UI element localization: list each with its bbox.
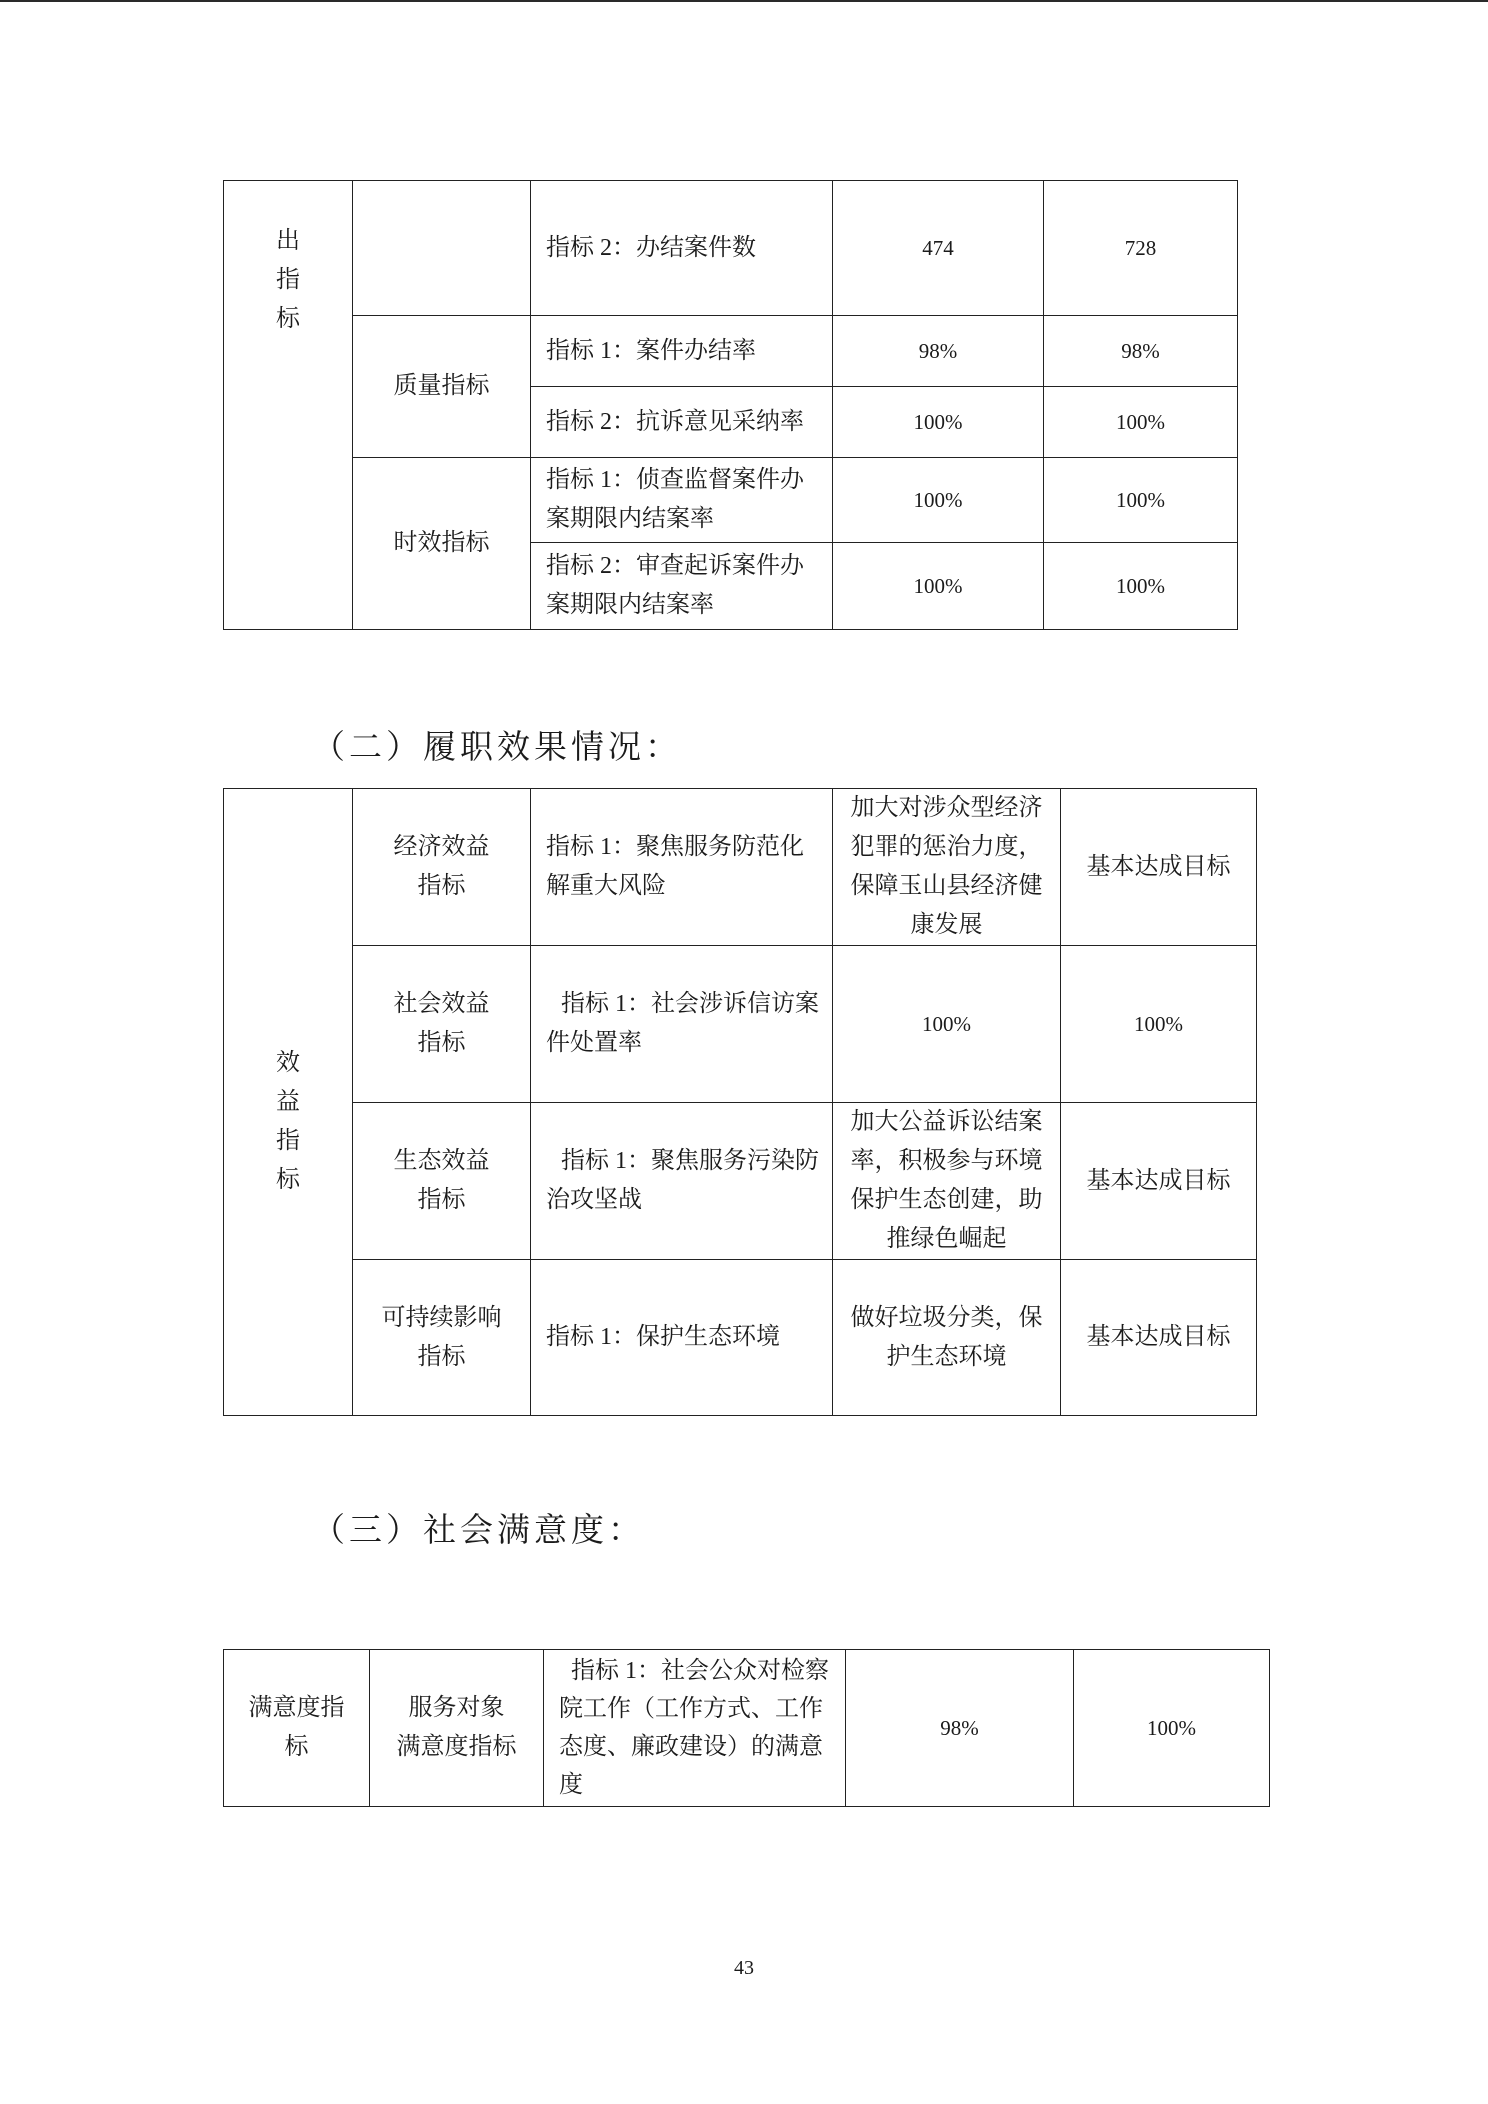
table-row (224, 316, 1238, 387)
category-cell (224, 789, 353, 1416)
actual-value: 100% (1044, 458, 1238, 543)
table-row (224, 458, 1238, 543)
page-number: 43 (734, 1957, 754, 1979)
table-row (224, 1650, 1270, 1807)
indicator-cell: 指标 1：聚焦服务污染防 治攻坚战 (531, 1103, 833, 1260)
actual-value: 100% (1074, 1650, 1270, 1807)
indicator-cell: 指标 1：侦查监督案件办 案期限内结案率 (531, 458, 833, 543)
subcategory-cell-timeliness: 时效指标 (353, 458, 531, 630)
indicator-cell: 指标 1：社会公众对检察 院工作（工作方式、工作 态度、廉政建设）的满意 度 (544, 1650, 846, 1807)
indicator-cell: 指标 1：保护生态环境 (531, 1260, 833, 1416)
target-value: 98% (833, 316, 1044, 387)
indicator-cell: 指标 2：办结案件数 (531, 181, 833, 316)
subcategory-cell: 社会效益 指标 (353, 946, 531, 1103)
satisfaction-indicators-table (223, 1649, 1270, 1807)
subcategory-cell-quality: 质量指标 (353, 316, 531, 458)
indicator-cell: 指标 1：社会涉诉信访案 件处置率 (531, 946, 833, 1103)
target-value: 474 (833, 181, 1044, 316)
indicator-cell: 指标 1：案件办结率 (531, 316, 833, 387)
subcategory-cell: 服务对象 满意度指标 (370, 1650, 544, 1807)
section-heading-performance-effect: （二）履职效果情况： (312, 727, 682, 766)
actual-value: 基本达成目标 (1061, 1260, 1257, 1416)
actual-value: 728 (1044, 181, 1238, 316)
target-value: 98% (846, 1650, 1074, 1807)
indicator-cell: 指标 1：聚焦服务防范化 解重大风险 (531, 789, 833, 946)
category-cell: 满意度指 标 (224, 1650, 370, 1807)
actual-value: 基本达成目标 (1061, 789, 1257, 946)
actual-value: 98% (1044, 316, 1238, 387)
target-value: 100% (833, 458, 1044, 543)
subcategory-cell: 经济效益 指标 (353, 789, 531, 946)
page-top-edge-line (0, 0, 1488, 2)
actual-value: 基本达成目标 (1061, 1103, 1257, 1260)
table-row (224, 181, 1238, 316)
target-value: 100% (833, 946, 1061, 1103)
output-indicators-table (223, 180, 1238, 630)
category-label: 效益指标 (276, 1049, 300, 1193)
target-value: 做好垃圾分类，保 护生态环境 (833, 1260, 1061, 1416)
subcategory-cell: 生态效益 指标 (353, 1103, 531, 1260)
indicator-cell: 指标 2：抗诉意见采纳率 (531, 387, 833, 458)
subcategory-cell: 可持续影响 指标 (353, 1260, 531, 1416)
table-row (224, 1103, 1257, 1260)
target-value: 加大公益诉讼结案 率，积极参与环境 保护生态创建，助 推绿色崛起 (833, 1103, 1061, 1260)
target-value: 100% (833, 543, 1044, 630)
table-row (224, 1260, 1257, 1416)
table-row (224, 946, 1257, 1103)
actual-value: 100% (1061, 946, 1257, 1103)
section-heading-social-satisfaction: （三）社会满意度： (312, 1510, 645, 1549)
table-row (224, 789, 1257, 946)
benefit-indicators-table (223, 788, 1257, 1416)
subcategory-cell-empty (353, 181, 531, 316)
actual-value: 100% (1044, 387, 1238, 458)
category-label: 出指标 (276, 228, 300, 332)
target-value: 100% (833, 387, 1044, 458)
target-value: 加大对涉众型经济 犯罪的惩治力度， 保障玉山县经济健 康发展 (833, 789, 1061, 946)
actual-value: 100% (1044, 543, 1238, 630)
category-cell (224, 181, 353, 630)
indicator-cell: 指标 2：审查起诉案件办 案期限内结案率 (531, 543, 833, 630)
